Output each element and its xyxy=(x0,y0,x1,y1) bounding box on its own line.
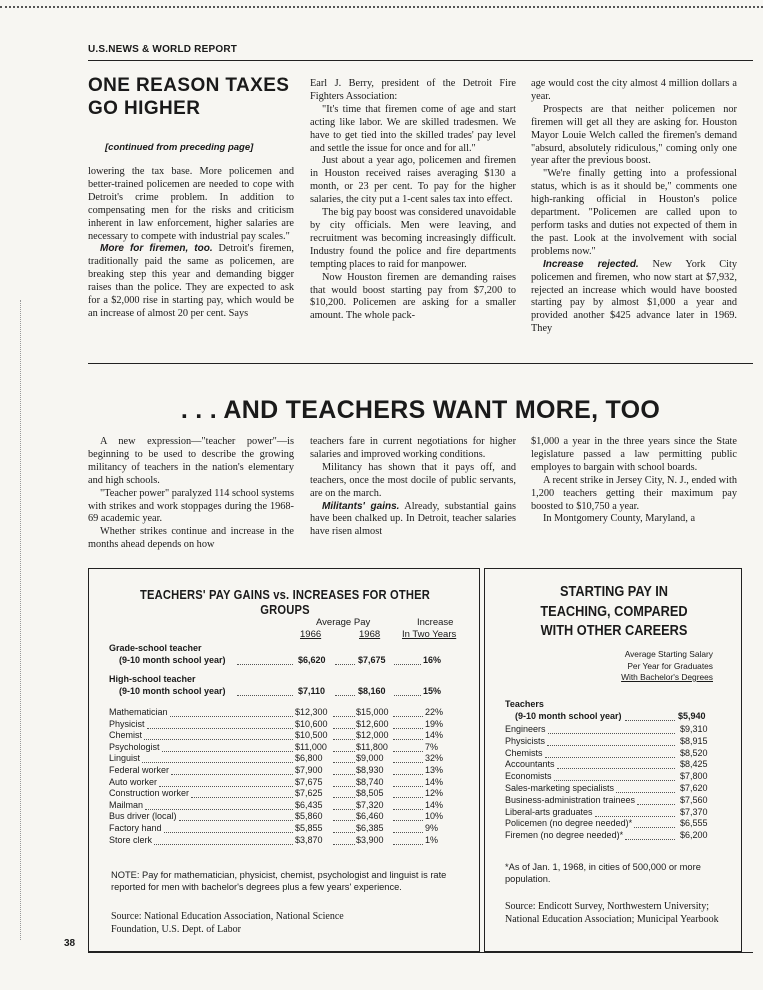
value-1966: $7,675 xyxy=(295,776,323,787)
leader-dots xyxy=(595,816,675,817)
page-number: 38 xyxy=(64,938,76,949)
article1-col2-para2: "It's time that firemen come of age and start acting like labor. We are skilled tradesmen. We have to get tied into the skilled trades' pay level and settle the issue for once and for all." xyxy=(310,103,516,154)
career-value: $7,370 xyxy=(680,806,708,817)
value-1966: $5,855 xyxy=(295,823,323,833)
leader-dots xyxy=(159,786,293,787)
career-value: $6,200 xyxy=(680,830,708,841)
article2-col1-para3: Whether strikes continue and increase in the months ahead depends on how xyxy=(88,526,294,551)
career-value: $7,800 xyxy=(680,771,708,782)
occupation-row-label: Physicist xyxy=(109,718,145,729)
leader-dots xyxy=(171,774,293,775)
article1-continued-note: [continued from preceding page] xyxy=(105,142,254,153)
occupation-row-label: Linguist xyxy=(109,753,141,764)
leader-dots xyxy=(393,844,423,845)
teacher-value: $5,940 xyxy=(678,711,706,721)
article1-col1-para2: More for firemen, too. Detroit's firemen, traditionally paid the same as policemen, are breaking step this year and demanding bigger raises than the police. They are expected to ask for a $2,000 rise in starting pay, which would be an increase of almost 20 per cent. Says xyxy=(88,243,294,319)
leader-dots xyxy=(393,820,423,821)
article1-col3-para4: Increase rejected. New York City policemen and firemen, who now start at $7,932, rejected an increase which would have boosted starting pay by almost $1,000 a year and provided another $425 advance later in 1969. They xyxy=(531,258,738,335)
value-increase: 32% xyxy=(425,753,444,764)
value-1968: $9,000 xyxy=(356,753,384,764)
career-value: $6,555 xyxy=(680,818,708,829)
leader-dots xyxy=(333,809,355,810)
margin-binding-line xyxy=(20,300,21,940)
article2-col3-para2: A recent strike in Jersey City, N. J., ended with 1,200 teachers getting their maximum pay boosted to $10,750 a year. xyxy=(531,474,737,512)
leader-dots xyxy=(557,768,675,769)
article1-col2-para5: Now Houston firemen are demanding raises that would boost starting pay from $7,200 to $10,200. Policemen are asking for a smaller amount. The whole pack- xyxy=(310,271,516,322)
leader-dots xyxy=(393,809,423,810)
leader-dots xyxy=(333,786,355,787)
leader-dots xyxy=(393,832,423,833)
career-row-label: Economists xyxy=(505,771,552,782)
value-1966: $6,620 xyxy=(298,655,326,665)
occupation-row-label: Psychologist xyxy=(109,741,160,752)
leader-dots xyxy=(335,664,355,665)
leader-dots xyxy=(145,809,293,810)
article1-col2-para1: Earl J. Berry, president of the Detroit Fire Fighters Association: xyxy=(310,78,516,102)
header-average-pay: Average Pay xyxy=(316,617,371,628)
teacher-label: Teachers xyxy=(505,699,544,709)
value-increase: 14% xyxy=(425,730,444,741)
article1-col3-para3: "We're finally getting into a professional status, which is as it should be," comments one high-ranking official in Houston's police department. "Policemen are called upon to perform tasks and duties not expected of them in the past. Look at the involvement with social problems now." xyxy=(531,168,737,257)
career-value: $8,520 xyxy=(680,747,708,758)
occupation-row-label: Federal worker xyxy=(109,765,170,775)
value-1966: $10,600 xyxy=(295,718,328,729)
leader-dots xyxy=(393,762,423,763)
teacher-row-label: Grade-school teacher xyxy=(109,643,202,653)
publication-header: U.S.NEWS & WORLD REPORT xyxy=(88,44,238,55)
value-increase: 12% xyxy=(425,788,444,799)
header-year-1966: 1966 xyxy=(300,629,322,640)
article2-column2 xyxy=(310,436,516,539)
value-1968: $12,000 xyxy=(356,730,389,741)
occupation-row-label: Bus driver (local) xyxy=(109,811,177,822)
right-table-title: STARTING PAY IN TEACHING, COMPARED WITH OTHER CAREERS xyxy=(540,584,688,639)
article1-column1 xyxy=(88,166,294,321)
leader-dots xyxy=(616,792,675,793)
bottom-rule xyxy=(88,952,753,953)
article1-title: ONE REASON TAXES GO HIGHER xyxy=(88,75,290,119)
value-1968: $8,930 xyxy=(356,765,384,775)
header-rule xyxy=(88,60,753,61)
leader-dots xyxy=(393,786,423,787)
leader-dots xyxy=(191,797,293,798)
article2-column3 xyxy=(531,436,737,526)
leader-dots xyxy=(394,695,421,696)
right-table-footnote: *As of Jan. 1, 1968, in cities of 500,000 or more population. xyxy=(505,862,701,884)
left-table-title: TEACHERS' PAY GAINS vs. INCREASES FOR OTHER GROUPS xyxy=(139,587,431,617)
right-table-header: Average Starting Salary Per Year for Graduates With Bachelor's Degrees xyxy=(621,649,713,682)
value-1966: $10,500 xyxy=(295,730,328,741)
article2-col2-para2: Militancy has shown that it pays off, and teachers, once the most docile of public servants, are on the march. xyxy=(310,461,516,499)
leader-dots xyxy=(237,695,293,696)
top-dotted-border xyxy=(0,6,763,9)
leader-dots xyxy=(335,695,355,696)
leader-dots xyxy=(333,751,355,752)
leader-dots xyxy=(154,844,293,845)
leader-dots xyxy=(333,774,355,775)
leader-dots xyxy=(547,745,675,746)
leader-dots xyxy=(333,762,355,763)
leader-dots xyxy=(393,797,423,798)
career-value: $7,560 xyxy=(680,794,708,805)
teachers-pay-gains-table xyxy=(88,568,480,952)
value-1966: $5,860 xyxy=(295,811,323,822)
leader-dots xyxy=(393,739,423,740)
article1-col1-para1: lowering the tax base. More policemen and better-trained policemen are needed to cope with Detroit's crime problem. In addition to compensating men for the risks and criticism inherent in law enforcement, higher salaries are necessary to compete with industrial pay scales." xyxy=(88,166,294,242)
leader-dots xyxy=(333,739,355,740)
leader-dots xyxy=(142,762,293,763)
value-1968: $7,675 xyxy=(358,655,386,665)
career-value: $7,620 xyxy=(680,783,708,793)
career-row-label: Sales-marketing specialists xyxy=(505,783,615,793)
career-value: $8,425 xyxy=(680,759,708,770)
leader-dots xyxy=(554,780,675,781)
value-increase: 10% xyxy=(425,811,444,822)
leader-dots xyxy=(170,716,293,717)
value-1968: $12,600 xyxy=(356,718,389,729)
leader-dots xyxy=(179,820,293,821)
leader-dots xyxy=(333,832,355,833)
value-1968: $11,800 xyxy=(356,741,388,752)
article1-column3 xyxy=(531,78,737,336)
right-table-source: Source: Endicott Survey, Northwestern University; National Education Association; Municipal Yearbook xyxy=(505,901,719,925)
career-row-label: Policemen (no degree needed)* xyxy=(505,818,633,829)
value-1966: $7,900 xyxy=(295,765,323,775)
career-row-label: Business-administration trainees xyxy=(505,794,636,805)
left-table-note: NOTE: Pay for mathematician, physicist, chemist, psychologist and linguist is rate reported for men with bachelor's degrees plus a few years' experience. xyxy=(111,870,447,892)
value-increase: 15% xyxy=(423,686,442,696)
value-1968: $8,505 xyxy=(356,788,384,799)
occupation-row-label: Mathematician xyxy=(109,707,168,717)
value-1968: $3,900 xyxy=(356,834,384,845)
occupation-row-label: Mailman xyxy=(109,799,144,810)
leader-dots xyxy=(393,728,423,729)
occupation-row-label: Chemist xyxy=(109,730,143,741)
leader-dots xyxy=(162,751,293,752)
article2-col1-para1: A new expression—"teacher power"—is beginning to be used to describe the growing militancy of teachers in the nation's elementary and high schools. xyxy=(88,436,294,486)
article2-col1-para2: "Teacher power" paralyzed 114 school systems with strikes and work stoppages during the 1968-69 academic year. xyxy=(88,487,295,525)
value-1966: $11,000 xyxy=(295,741,327,752)
teacher-sublabel: (9-10 month school year) xyxy=(515,711,622,721)
leader-dots xyxy=(637,804,675,805)
article1-col2-para4: The big pay boost was considered unavoidable by city officials. Men were leaving, and recruitment was becoming increasingly difficult. Industry found the police and fire departments tempting places to raid for manpower. xyxy=(310,207,516,270)
article1-subhead-firemen: More for firemen, too. xyxy=(100,243,213,255)
starting-pay-table xyxy=(484,568,742,952)
leader-dots xyxy=(548,733,675,734)
article1-column2 xyxy=(310,78,516,323)
leader-dots xyxy=(333,716,355,717)
leader-dots xyxy=(625,720,675,721)
section-divider xyxy=(88,363,753,364)
leader-dots xyxy=(393,774,423,775)
leader-dots xyxy=(393,751,423,752)
career-row-label: Chemists xyxy=(505,747,543,758)
career-row-label: Accountants xyxy=(505,759,555,770)
value-1966: $6,800 xyxy=(295,753,323,764)
article2-col3-para1: $1,000 a year in the three years since the State legislature passed a law permitting public employes to bargain with school boards. xyxy=(531,436,737,473)
header-in-two-years: In Two Years xyxy=(402,629,457,640)
career-row-label: Engineers xyxy=(505,724,546,734)
article2-col2-para3: Militants' gains. Already, substantial gains have been chalked up. In Detroit, teacher salaries have risen almost xyxy=(310,500,516,538)
value-1968: $6,385 xyxy=(356,823,384,833)
teacher-row-label: High-school teacher xyxy=(109,674,196,684)
value-increase: 19% xyxy=(425,718,444,729)
value-increase: 9% xyxy=(425,823,439,833)
occupation-row-label: Construction worker xyxy=(109,788,190,799)
article2-column1 xyxy=(88,436,294,552)
leader-dots xyxy=(333,844,355,845)
value-increase: 22% xyxy=(425,707,444,717)
leader-dots xyxy=(237,664,293,665)
article1-col3-para2: Prospects are that neither policemen nor firemen will get all they are asking for. Houston Mayor Louie Welch called the firemen's demand "absurd, absolutely ridiculous," coming only one year after the previous boost. xyxy=(531,103,737,167)
article2-title: . . . AND TEACHERS WANT MORE, TOO xyxy=(180,396,661,424)
article1-col2-para3: Just about a year ago, policemen and firemen in Houston received raises averaging $130 a month, or 23 per cent. To pay for the higher salaries, the city put a 1-cent sales tax into effect. xyxy=(310,155,516,206)
leader-dots xyxy=(393,716,423,717)
article2-col2-para1: teachers fare in current negotiations for higher salaries and improved working conditions. xyxy=(310,436,516,460)
leader-dots xyxy=(545,757,675,758)
value-1966: $3,870 xyxy=(295,834,323,845)
article2-col3-para3: In Montgomery County, Maryland, a xyxy=(543,513,696,525)
leader-dots xyxy=(625,839,675,840)
value-increase: 14% xyxy=(425,776,444,787)
value-1968: $8,160 xyxy=(358,686,386,696)
left-table-source: Source: National Education Association, National Science Foundation, U.S. Dept. of Labor xyxy=(111,911,344,935)
leader-dots xyxy=(164,832,293,833)
value-1966: $7,110 xyxy=(298,686,326,696)
career-value: $8,915 xyxy=(680,735,708,746)
header-year-1968: 1968 xyxy=(359,629,381,640)
article1-subhead-rejected: Increase rejected. xyxy=(543,258,639,270)
value-increase: 13% xyxy=(425,765,444,775)
teacher-row-sublabel: (9-10 month school year) xyxy=(119,655,226,665)
career-row-label: Liberal-arts graduates xyxy=(505,806,593,817)
occupation-row-label: Store clerk xyxy=(109,834,153,845)
leader-dots xyxy=(333,797,355,798)
value-increase: 14% xyxy=(425,799,444,810)
value-increase: 7% xyxy=(425,741,439,752)
value-1966: $7,625 xyxy=(295,788,323,799)
teacher-row-sublabel: (9-10 month school year) xyxy=(119,686,226,696)
leader-dots xyxy=(144,739,293,740)
value-1966: $6,435 xyxy=(295,799,323,810)
career-row-label: Physicists xyxy=(505,735,546,746)
career-value: $9,310 xyxy=(680,724,708,734)
article2-subhead-gains: Militants' gains. xyxy=(322,500,400,512)
leader-dots xyxy=(634,827,675,828)
value-1968: $7,320 xyxy=(356,799,384,810)
career-row-label: Firemen (no degree needed)* xyxy=(505,830,624,841)
leader-dots xyxy=(333,820,355,821)
value-increase: 1% xyxy=(425,834,439,845)
leader-dots xyxy=(333,728,355,729)
header-increase: Increase xyxy=(417,617,454,628)
leader-dots xyxy=(147,728,293,729)
value-increase: 16% xyxy=(423,655,442,665)
value-1968: $8,740 xyxy=(356,776,384,787)
occupation-row-label: Factory hand xyxy=(109,823,162,833)
value-1968: $6,460 xyxy=(356,811,384,822)
value-1966: $12,300 xyxy=(295,707,328,717)
occupation-row-label: Auto worker xyxy=(109,776,158,787)
article1-col3-para1: age would cost the city almost 4 million dollars a year. xyxy=(531,78,737,102)
leader-dots xyxy=(394,664,421,665)
value-1968: $15,000 xyxy=(356,707,389,717)
